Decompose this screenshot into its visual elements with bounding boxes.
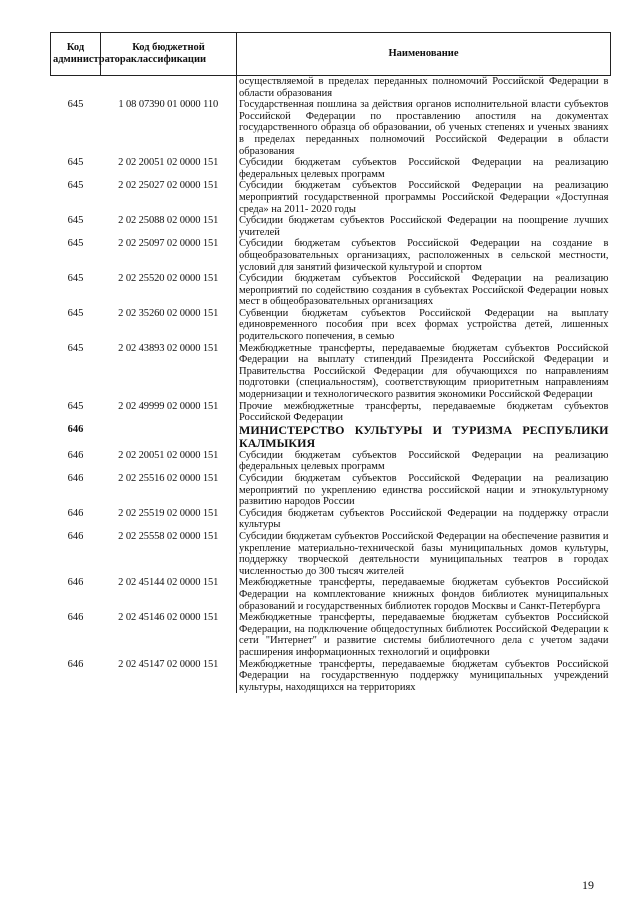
admin-code-cell: 646 [67,530,84,542]
table-row [51,157,611,180]
page-number: 19 [582,878,594,892]
table-row [51,238,611,273]
table-row [51,308,611,343]
name-cell: Государственная пошлина за действия органов исполнительной власти субъектов Российской Федерации по проставлению апостиля на документах государственного образца об образовании, об ученых степенях и ученых званиях в пределах переданных полномочий Российской Федерации в области образования [237,99,611,157]
admin-code-cell: 646 [67,658,84,670]
name-cell: Субсидии бюджетам субъектов Российской Федерации на реализацию мероприятий по содействию создания в субъектах Российской Федерации новых мест в общеобразовательных организациях [237,273,611,308]
admin-code-cell: 645 [67,342,84,354]
table-row [51,215,611,238]
admin-code-cell: 645 [67,238,84,250]
table-row [51,531,611,577]
admin-code-cell: 646 [67,423,84,435]
budget-code-cell: 2 02 25519 02 0000 151 [118,507,219,519]
admin-code-cell: 645 [67,99,84,111]
table-row [51,401,611,424]
budget-code-cell: 2 02 25558 02 0000 151 [118,530,219,542]
budget-code-cell [101,76,237,100]
admin-code-cell: 645 [67,180,84,192]
admin-code-cell: 646 [67,507,84,519]
name-cell: Межбюджетные трансферты, передаваемые бюджетам субъектов Российской Федерации на выплату стипендий Президента Российской Федерации и Правительства Российской Федерации для обучающихся по направлениям подготовки (специальностям), соответствующим приоритетным направлениям модернизации и технологического развития экономики Российской Федерации [237,343,611,401]
table-row [51,180,611,215]
table-body [51,76,611,694]
budget-code-cell: 2 02 49999 02 0000 151 [118,400,219,412]
name-cell: Субсидии бюджетам субъектов Российской Федерации на реализацию мероприятий государственной программы Российской Федерации «Доступная среда» на 2011- 2020 годы [237,180,611,215]
admin-code-cell: 645 [67,273,84,285]
table-row [51,343,611,401]
table-row [51,99,611,157]
budget-code-cell: 2 02 20051 02 0000 151 [118,449,219,461]
name-cell: МИНИСТЕРСТВО КУЛЬТУРЫ И ТУРИЗМА РЕСПУБЛИКИ КАЛМЫКИЯ [237,424,611,450]
name-cell: Субсидии бюджетам субъектов Российской Федерации на реализацию федеральных целевых программ [237,450,611,473]
name-cell: Субсидии бюджетам субъектов Российской Федерации на обеспечение развития и укрепление материально-технической базы муниципальных домов культуры, поддержку творческой деятельности муниципальных театров в городах численностью до 300 тысяч жителей [237,531,611,577]
name-cell: Межбюджетные трансферты, передаваемые бюджетам субъектов Российской Федерации, на подключение общедоступных библиотек Российской Федерации к сети "Интернет" и развитие системы библиотечного дела с учетом задачи расширения информационных технологий и оцифровки [237,612,611,658]
budget-code-cell: 2 02 45144 02 0000 151 [118,577,219,589]
name-cell: Субсидии бюджетам субъектов Российской Федерации на создание в общеобразовательных организациях, расположенных в сельской местности, условий для занятий физической культурой и спортом [237,238,611,273]
budget-code-cell: 1 08 07390 01 0000 110 [118,99,219,111]
admin-code-cell: 646 [67,612,84,624]
name-cell: Субвенции бюджетам субъектов Российской Федерации на выплату единовременного пособия при всех формах устройства детей, лишенных родительского попечения, в семью [237,308,611,343]
budget-code-cell: 2 02 25027 02 0000 151 [118,180,219,192]
table-row [51,76,611,100]
admin-code-cell: 645 [67,157,84,169]
budget-code-cell: 2 02 45147 02 0000 151 [118,658,219,670]
header-budget-code: Код бюджетной классификации [101,33,237,76]
budget-code-cell: 2 02 25097 02 0000 151 [118,238,219,250]
table-row [51,450,611,473]
budget-code-cell: 2 02 45146 02 0000 151 [118,612,219,624]
budget-code-cell: 2 02 25088 02 0000 151 [118,215,219,227]
budget-code-cell: 2 02 43893 02 0000 151 [118,342,219,354]
name-cell: Субсидии бюджетам субъектов Российской Федерации на реализацию мероприятий по укреплению единства российской нации и этнокультурному развитию народов России [237,473,611,508]
budget-code-cell: 2 02 20051 02 0000 151 [118,157,219,169]
admin-code-cell: 645 [67,400,84,412]
budget-code-cell [101,424,237,450]
name-cell: Субсидии бюджетам субъектов Российской Федерации на поощрение лучших учителей [237,215,611,238]
name-cell: осуществляемой в пределах переданных полномочий Российской Федерации в области образования [237,76,611,100]
table-row [51,508,611,531]
name-cell: Межбюджетные трансферты, передаваемые бюджетам субъектов Российской Федерации на комплектование книжных фондов библиотек муниципальных образований и государственных библиотек городов Москвы и Санкт-Петербурга [237,577,611,612]
admin-code-cell: 646 [67,473,84,484]
name-cell: Прочие межбюджетные трансферты, передаваемые бюджетам субъектов Российской Федерации [237,401,611,424]
header-admin-code: Код администратора [51,33,101,76]
admin-code-cell: 646 [67,449,84,461]
name-cell: Субсидия бюджетам субъектов Российской Федерации на поддержку отрасли культуры [237,508,611,531]
budget-code-table [50,32,611,693]
table-row [51,273,611,308]
table-row [51,659,611,694]
table-row [51,473,611,508]
table-row [51,612,611,658]
table-header-row [51,33,611,76]
admin-code-cell: 646 [67,577,84,589]
document-page [50,32,610,693]
name-cell: Межбюджетные трансферты, передаваемые бюджетам субъектов Российской Федерации на государственную поддержку муниципальных учреждений культуры, находящихся на территориях [237,659,611,694]
budget-code-cell: 2 02 25520 02 0000 151 [118,273,219,285]
name-cell: Субсидии бюджетам субъектов Российской Федерации на реализацию федеральных целевых программ [237,157,611,180]
admin-code-cell [51,76,101,100]
budget-code-cell: 2 02 25516 02 0000 151 [118,473,219,484]
admin-code-cell: 645 [67,215,84,227]
ministry-row [51,424,611,450]
budget-code-cell: 2 02 35260 02 0000 151 [118,307,219,319]
header-name: Наименование [237,33,611,76]
table-row [51,577,611,612]
admin-code-cell: 645 [67,307,84,319]
